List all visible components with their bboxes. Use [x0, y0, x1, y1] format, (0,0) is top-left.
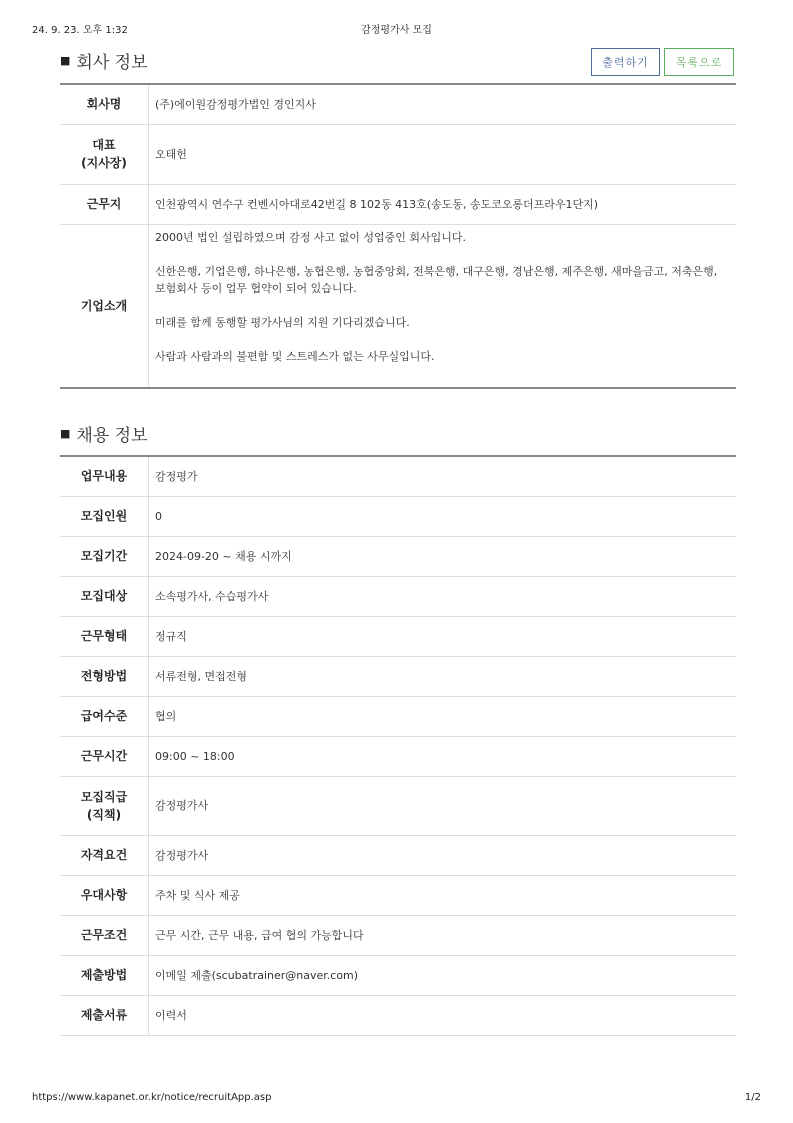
- row-value: 이력서: [149, 995, 737, 1035]
- company-section-label: 회사 정보: [76, 53, 148, 73]
- print-url: https://www.kapanet.or.kr/notice/recruitApp.asp: [32, 1092, 272, 1103]
- row-label: 우대사항: [60, 875, 149, 915]
- intro-value: [149, 224, 737, 388]
- row-label: 근무형태: [60, 616, 149, 656]
- table-row: [60, 224, 736, 388]
- table-row: [60, 124, 736, 184]
- location-value: 인천광역시 연수구 컨벤시아대로42번길 8 102동 413호(송도동, 송도코오롱더프라우1단지): [149, 184, 737, 224]
- row-label: 모집대상: [60, 576, 149, 616]
- ceo-label: [60, 124, 149, 184]
- print-datetime: 24. 9. 23. 오후 1:32: [32, 25, 128, 36]
- row-label: [60, 776, 149, 835]
- recruit-section-label: 채용 정보: [76, 426, 148, 446]
- intro-paragraph: 2000년 법인 설립하였으며 감정 사고 없이 성업중인 회사입니다.: [155, 230, 466, 244]
- square-bullet-icon: ■: [60, 427, 71, 440]
- row-label: 모집인원: [60, 496, 149, 536]
- row-label: 근무조건: [60, 915, 149, 955]
- table-row: [60, 736, 736, 776]
- row-label: 전형방법: [60, 656, 149, 696]
- company-name-label: 회사명: [60, 84, 149, 124]
- row-label: 모집기간: [60, 536, 149, 576]
- table-row: [60, 616, 736, 656]
- recruit-section-title: [60, 421, 148, 446]
- row-label-line1: 모집직급: [80, 789, 128, 804]
- location-label: 근무지: [60, 184, 149, 224]
- intro-paragraph: 사람과 사람과의 불편함 및 스트레스가 없는 사무실입니다.: [155, 349, 435, 363]
- table-row: [60, 835, 736, 875]
- row-label: 자격요건: [60, 835, 149, 875]
- company-section-title: [60, 48, 148, 73]
- print-footer: [32, 1092, 761, 1103]
- ceo-label-line1: 대표: [92, 138, 116, 152]
- table-row: [60, 184, 736, 224]
- ceo-value: 오태헌: [149, 124, 737, 184]
- table-row: [60, 875, 736, 915]
- intro-paragraph: 신한은행, 기업은행, 하나은행, 농협은행, 농협중앙회, 전북은행, 대구은행, 경남은행, 제주은행, 새마을금고, 저축은행, 보험회사 등이 업무 협약이 되어 있습니다.: [155, 264, 718, 295]
- table-row: [60, 456, 736, 496]
- row-value: 주차 및 식사 제공: [149, 875, 737, 915]
- ceo-label-line2: (지사장): [81, 156, 127, 170]
- table-row: [60, 995, 736, 1035]
- table-row: [60, 696, 736, 736]
- table-row: [60, 776, 736, 835]
- row-value: 감정평가사: [149, 776, 737, 835]
- row-value: 09:00 ~ 18:00: [149, 736, 737, 776]
- print-page-number: 1/2: [744, 1092, 761, 1103]
- company-name-value: (주)에이원감정평가법인 경인지사: [149, 84, 737, 124]
- row-label: 업무내용: [60, 456, 149, 496]
- table-row: [60, 496, 736, 536]
- row-value: 협의: [149, 696, 737, 736]
- row-value: 2024-09-20 ~ 채용 시까지: [149, 536, 737, 576]
- print-button[interactable]: 출력하기: [591, 48, 660, 76]
- print-header: [32, 21, 761, 36]
- table-row: [60, 955, 736, 995]
- row-value: 0: [149, 496, 737, 536]
- company-info-table: [60, 83, 736, 389]
- table-row: [60, 656, 736, 696]
- intro-label: 기업소개: [60, 224, 149, 388]
- row-label: 급여수준: [60, 696, 149, 736]
- table-row: [60, 915, 736, 955]
- row-value: 이메일 제출(scubatrainer@naver.com): [149, 955, 737, 995]
- square-bullet-icon: ■: [60, 54, 71, 67]
- table-row: [60, 84, 736, 124]
- row-value: 정규직: [149, 616, 737, 656]
- table-row: [60, 536, 736, 576]
- row-value: 근무 시간, 근무 내용, 급여 협의 가능합니다: [149, 915, 737, 955]
- table-row: [60, 576, 736, 616]
- row-value: 감정평가: [149, 456, 737, 496]
- row-label: 제출방법: [60, 955, 149, 995]
- row-label: 제출서류: [60, 995, 149, 1035]
- intro-paragraph: 미래를 함께 동행할 평가사님의 지원 기다리겠습니다.: [155, 315, 410, 329]
- row-label-line2: (직책): [86, 807, 122, 822]
- recruit-info-table: [60, 455, 736, 1036]
- print-page-title: 감정평가사 모집: [361, 25, 432, 36]
- row-value: 소속평가사, 수습평가사: [149, 576, 737, 616]
- row-label: 근무시간: [60, 736, 149, 776]
- row-value: 감정평가사: [149, 835, 737, 875]
- list-button[interactable]: 목록으로: [664, 48, 734, 76]
- row-value: 서류전형, 면접전형: [149, 656, 737, 696]
